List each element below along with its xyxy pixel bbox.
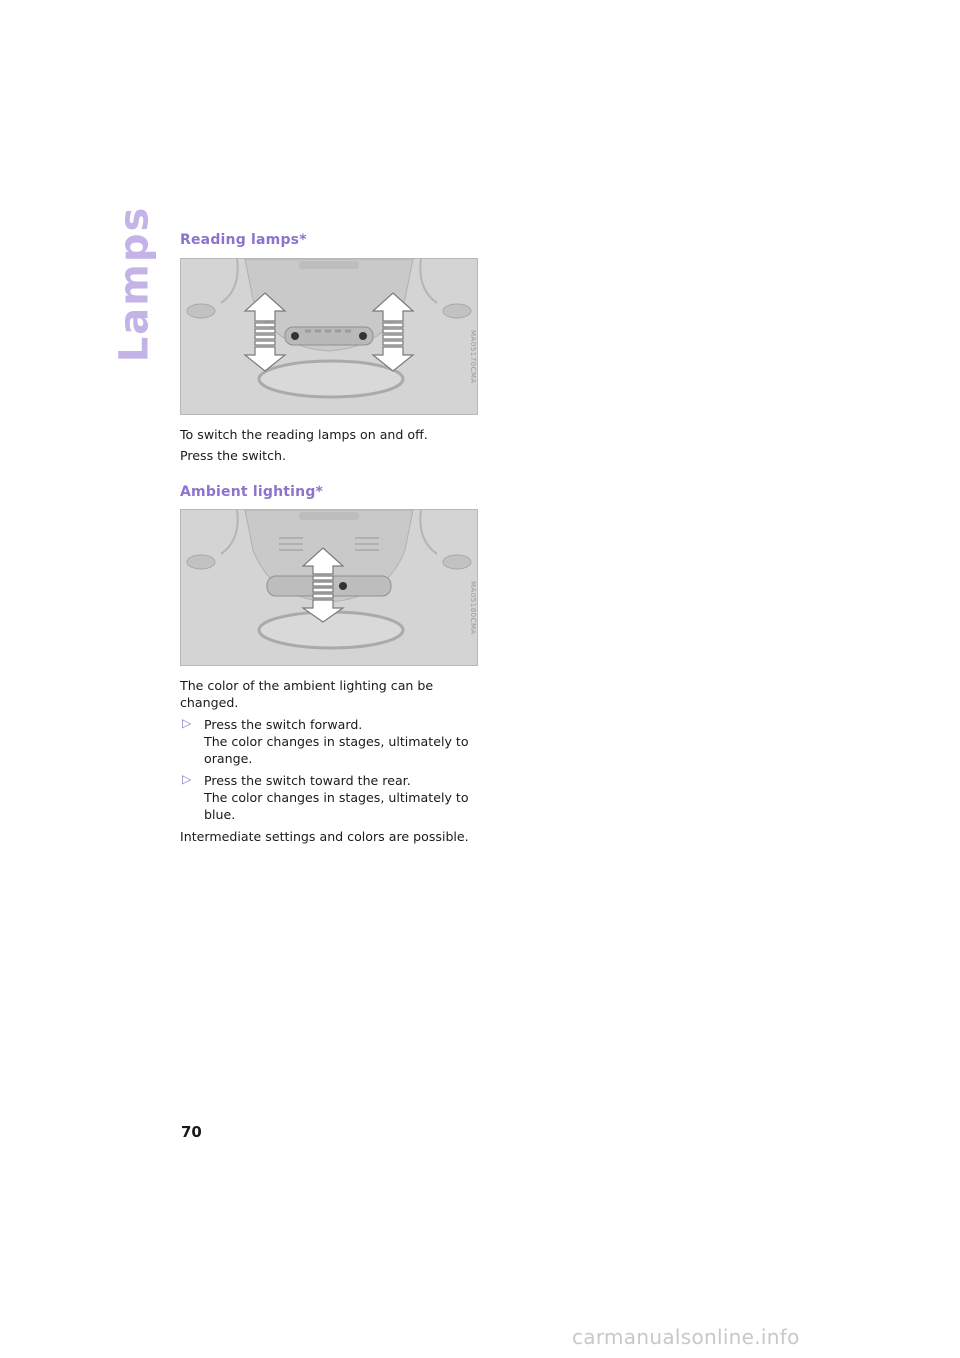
ambient-intro: The color of the ambient lighting can be changed. <box>180 678 434 710</box>
bullet-arrow-icon: ▷ <box>182 716 192 730</box>
ambient-bullet-rear <box>180 772 480 823</box>
bullet-forward-line1: Press the switch forward. <box>204 717 363 732</box>
reading-lamps-text <box>180 426 480 464</box>
ambient-lighting-heading: Ambient lighting* <box>180 484 324 500</box>
reading-lamps-heading: Reading lamps* <box>180 232 307 248</box>
reading-figure-code: MA05170CMA <box>469 330 477 384</box>
ambient-outro: Intermediate settings and colors are possible. <box>180 829 469 844</box>
bullet-arrow-icon: ▷ <box>182 772 192 786</box>
watermark: carmanualsonline.info <box>572 1325 800 1349</box>
reading-lamps-illustration <box>181 259 477 414</box>
ambient-lighting-text <box>180 677 480 845</box>
reading-lamps-figure <box>180 258 478 415</box>
reading-text-1: To switch the reading lamps on and off. <box>180 427 428 442</box>
ambient-lighting-figure <box>180 509 478 666</box>
ambient-figure-code: MA05180CMA <box>469 581 477 635</box>
page-number: 70 <box>181 1123 202 1141</box>
ambient-heading-wrap <box>180 484 480 500</box>
ambient-bullet-forward <box>180 716 480 767</box>
section-side-label: Lamps <box>111 205 158 363</box>
reading-lamps-heading-wrap <box>180 232 480 248</box>
bullet-forward-line2: The color changes in stages, ultimately to orange. <box>204 734 469 766</box>
ambient-lighting-illustration <box>181 510 477 665</box>
reading-text-2: Press the switch. <box>180 448 287 463</box>
bullet-rear-line1: Press the switch toward the rear. <box>204 773 411 788</box>
bullet-rear-line2: The color changes in stages, ultimately to blue. <box>204 790 469 822</box>
